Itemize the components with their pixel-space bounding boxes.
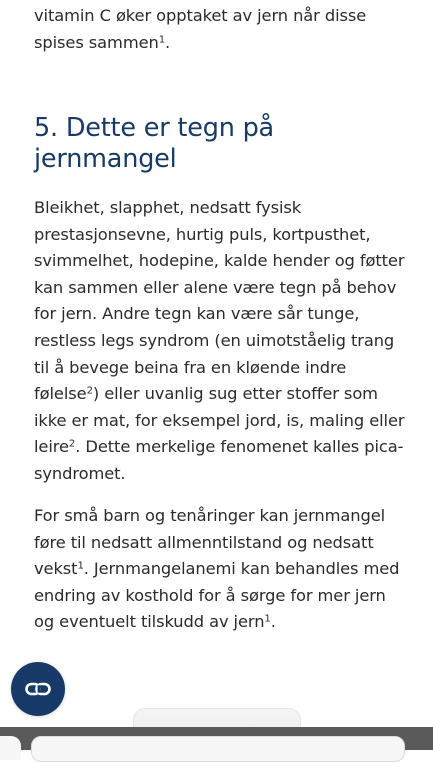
reference-marker[interactable]: 1 <box>77 560 84 572</box>
reference-marker[interactable]: 1 <box>264 613 271 625</box>
symptoms-paragraph <box>34 195 406 488</box>
reference-marker[interactable]: 2 <box>68 438 76 450</box>
section-heading: 5. Dette er tegn på jernmangel <box>34 113 274 174</box>
symptoms-text-1: Bleikhet, slapphet, nedsatt fysisk prestasjonsevne, hurtig puls, kortpusthet, svimmelhet, hodepine, kalde hender og føtter kan sammen eller alene være tegn på behov for jern. Andre tegn kan være sår tunge, restless legs syndrom (en uimotståelig trang til å bevege beina fra en kløende indre følelse <box>34 198 405 404</box>
chat-button[interactable] <box>11 662 65 716</box>
children-paragraph <box>34 503 406 636</box>
children-text-3: . <box>270 612 276 632</box>
intro-paragraph <box>34 3 406 56</box>
bottom-panel[interactable] <box>31 736 405 762</box>
intro-end: . <box>165 32 171 52</box>
intro-text: vitamin C øker opptaket av jern når disse spises sammen <box>34 6 367 52</box>
children-text-2: . Jernmangelanemi kan behandles med endring av kosthold for å sørge for mer jern og eventuelt tilskudd av jern <box>34 559 400 632</box>
bottom-left-tab[interactable] <box>0 736 21 760</box>
children-text-1: For små barn og tenåringer kan jernmangel føre til nedsatt allmenntilstand og nedsatt vekst <box>34 506 386 579</box>
reference-marker[interactable]: 2 <box>86 385 93 397</box>
symptoms-text-2: ) eller uvanlig sug etter stoffer som ikke er mat, for eksempel jord, is, maling eller leire <box>34 384 405 457</box>
chat-link-icon <box>23 674 53 704</box>
reference-marker[interactable]: 1 <box>158 34 166 46</box>
symptoms-text-3: . Dette merkelige fenomenet kalles pica-syndromet. <box>34 437 404 483</box>
